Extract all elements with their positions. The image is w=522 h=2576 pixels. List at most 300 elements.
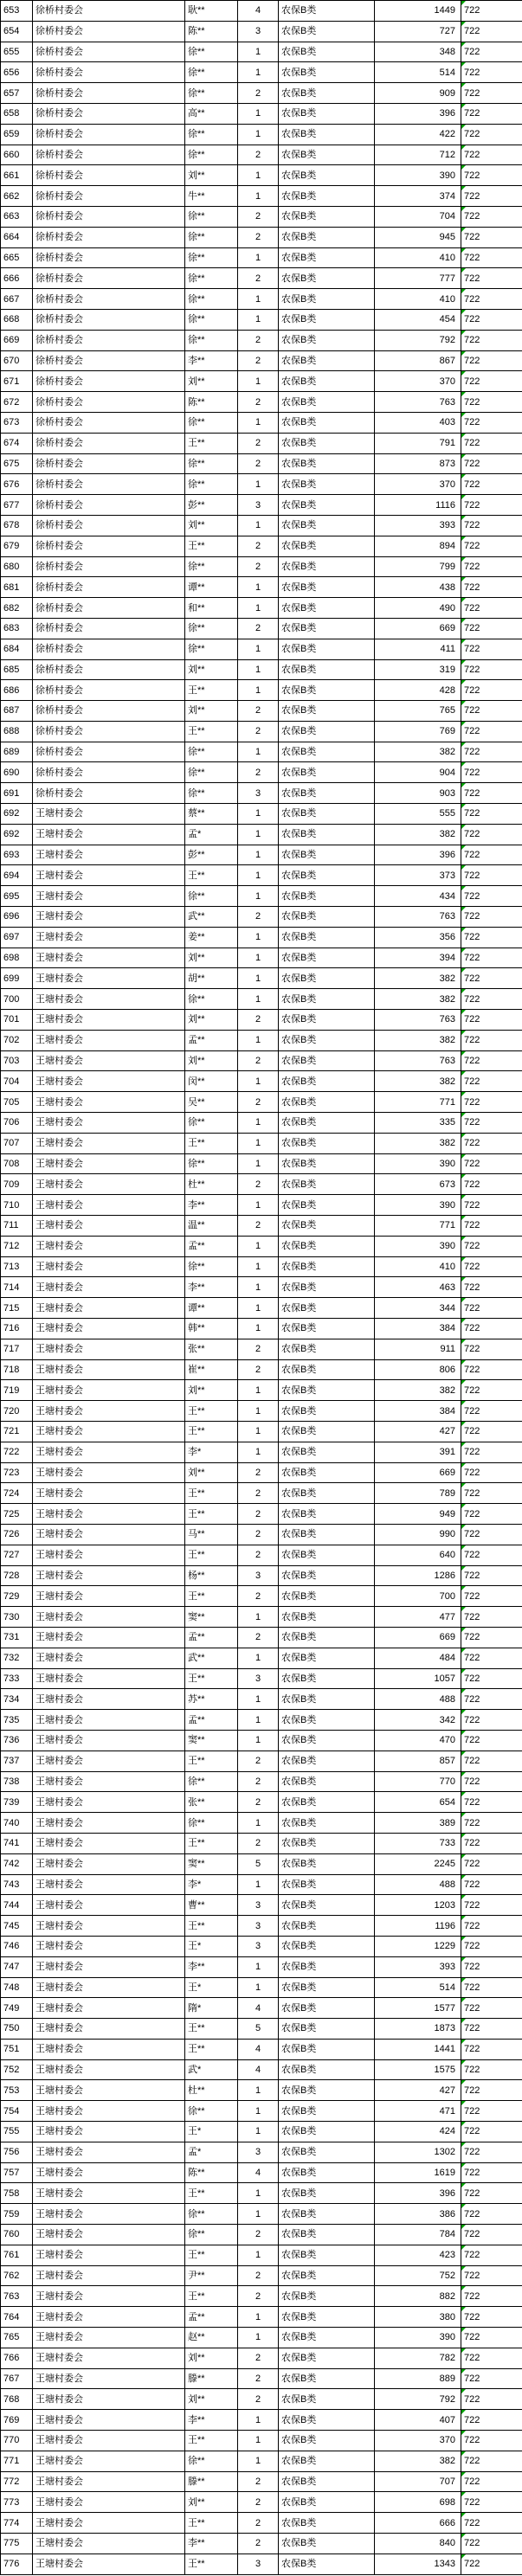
village-cell[interactable]: 王塘村委会 <box>33 1277 185 1298</box>
month-cell[interactable]: 722 <box>461 2245 522 2265</box>
count-cell[interactable]: 1 <box>238 371 279 392</box>
name-cell[interactable]: 王** <box>185 2286 238 2307</box>
row-number[interactable]: 664 <box>1 227 33 247</box>
amount-cell[interactable]: 763 <box>375 392 461 413</box>
village-cell[interactable]: 王塘村委会 <box>33 1401 185 1422</box>
count-cell[interactable]: 3 <box>238 783 279 804</box>
count-cell[interactable]: 1 <box>238 186 279 207</box>
village-cell[interactable]: 王塘村委会 <box>33 968 185 989</box>
type-cell[interactable]: 农保B类 <box>279 1524 375 1545</box>
count-cell[interactable]: 2 <box>238 556 279 577</box>
count-cell[interactable]: 1 <box>238 1977 279 1998</box>
row-number[interactable]: 758 <box>1 2183 33 2204</box>
count-cell[interactable]: 1 <box>238 1319 279 1339</box>
row-number[interactable]: 738 <box>1 1771 33 1792</box>
type-cell[interactable]: 农保B类 <box>279 2554 375 2574</box>
count-cell[interactable]: 4 <box>238 2059 279 2080</box>
amount-cell[interactable]: 427 <box>375 1421 461 1442</box>
row-number[interactable]: 754 <box>1 2101 33 2122</box>
type-cell[interactable]: 农保B类 <box>279 1792 375 1813</box>
amount-cell[interactable]: 840 <box>375 2534 461 2554</box>
type-cell[interactable]: 农保B类 <box>279 1380 375 1401</box>
village-cell[interactable]: 徐桥村委会 <box>33 577 185 598</box>
count-cell[interactable]: 2 <box>238 2513 279 2534</box>
type-cell[interactable]: 农保B类 <box>279 1359 375 1380</box>
village-cell[interactable]: 徐桥村委会 <box>33 680 185 701</box>
type-cell[interactable]: 农保B类 <box>279 2245 375 2265</box>
count-cell[interactable]: 1 <box>238 2451 279 2471</box>
type-cell[interactable]: 农保B类 <box>279 1627 375 1648</box>
row-number[interactable]: 736 <box>1 1730 33 1751</box>
name-cell[interactable]: 李* <box>185 1874 238 1895</box>
count-cell[interactable]: 2 <box>238 206 279 227</box>
name-cell[interactable]: 李** <box>185 1277 238 1298</box>
amount-cell[interactable]: 470 <box>375 1730 461 1751</box>
row-number[interactable]: 684 <box>1 639 33 659</box>
name-cell[interactable]: 王* <box>185 1977 238 1998</box>
village-cell[interactable]: 王塘村委会 <box>33 1586 185 1607</box>
name-cell[interactable]: 王** <box>185 2019 238 2040</box>
month-cell[interactable]: 722 <box>461 1113 522 1134</box>
count-cell[interactable]: 5 <box>238 2019 279 2040</box>
count-cell[interactable]: 1 <box>238 1380 279 1401</box>
village-cell[interactable]: 王塘村委会 <box>33 1648 185 1668</box>
amount-cell[interactable]: 390 <box>375 1153 461 1174</box>
village-cell[interactable]: 徐桥村委会 <box>33 453 185 474</box>
count-cell[interactable]: 3 <box>238 1916 279 1937</box>
amount-cell[interactable]: 488 <box>375 1874 461 1895</box>
row-number[interactable]: 749 <box>1 1998 33 2019</box>
amount-cell[interactable]: 356 <box>375 927 461 948</box>
name-cell[interactable]: 徐** <box>185 474 238 495</box>
type-cell[interactable]: 农保B类 <box>279 227 375 247</box>
count-cell[interactable]: 1 <box>238 474 279 495</box>
type-cell[interactable]: 农保B类 <box>279 2471 375 2492</box>
month-cell[interactable]: 722 <box>461 907 522 928</box>
count-cell[interactable]: 1 <box>238 824 279 845</box>
name-cell[interactable]: 曹** <box>185 1895 238 1916</box>
month-cell[interactable]: 722 <box>461 680 522 701</box>
village-cell[interactable]: 王塘村委会 <box>33 2183 185 2204</box>
village-cell[interactable]: 王塘村委会 <box>33 2142 185 2162</box>
amount-cell[interactable]: 463 <box>375 1277 461 1298</box>
name-cell[interactable]: 刘** <box>185 701 238 722</box>
row-number[interactable]: 705 <box>1 1092 33 1113</box>
count-cell[interactable]: 1 <box>238 1607 279 1628</box>
type-cell[interactable]: 农保B类 <box>279 659 375 680</box>
type-cell[interactable]: 农保B类 <box>279 474 375 495</box>
village-cell[interactable]: 王塘村委会 <box>33 2080 185 2101</box>
name-cell[interactable]: 窦** <box>185 1730 238 1751</box>
row-number[interactable]: 676 <box>1 474 33 495</box>
type-cell[interactable]: 农保B类 <box>279 1813 375 1834</box>
name-cell[interactable]: 徐** <box>185 556 238 577</box>
name-cell[interactable]: 徐** <box>185 206 238 227</box>
village-cell[interactable]: 王塘村委会 <box>33 927 185 948</box>
row-number[interactable]: 672 <box>1 392 33 413</box>
month-cell[interactable]: 722 <box>461 124 522 145</box>
row-number[interactable]: 692 <box>1 804 33 825</box>
count-cell[interactable]: 1 <box>238 515 279 536</box>
month-cell[interactable]: 722 <box>461 392 522 413</box>
village-cell[interactable]: 王塘村委会 <box>33 865 185 886</box>
name-cell[interactable]: 隋* <box>185 1998 238 2019</box>
month-cell[interactable]: 722 <box>461 2328 522 2348</box>
count-cell[interactable]: 1 <box>238 2204 279 2225</box>
row-number[interactable]: 766 <box>1 2348 33 2368</box>
amount-cell[interactable]: 335 <box>375 1113 461 1134</box>
count-cell[interactable]: 2 <box>238 2265 279 2286</box>
count-cell[interactable]: 1 <box>238 1874 279 1895</box>
row-number[interactable]: 679 <box>1 536 33 556</box>
count-cell[interactable]: 1 <box>238 2245 279 2265</box>
type-cell[interactable]: 农保B类 <box>279 804 375 825</box>
amount-cell[interactable]: 669 <box>375 618 461 639</box>
name-cell[interactable]: 徐** <box>185 247 238 268</box>
name-cell[interactable]: 徐** <box>185 742 238 762</box>
name-cell[interactable]: 王** <box>185 1586 238 1607</box>
row-number[interactable]: 750 <box>1 2019 33 2040</box>
count-cell[interactable]: 1 <box>238 968 279 989</box>
village-cell[interactable]: 王塘村委会 <box>33 1710 185 1731</box>
row-number[interactable]: 770 <box>1 2431 33 2451</box>
village-cell[interactable]: 王塘村委会 <box>33 2451 185 2471</box>
name-cell[interactable]: 高** <box>185 103 238 124</box>
amount-cell[interactable]: 382 <box>375 989 461 1010</box>
village-cell[interactable]: 王塘村委会 <box>33 1071 185 1092</box>
name-cell[interactable]: 武** <box>185 1648 238 1668</box>
row-number[interactable]: 697 <box>1 927 33 948</box>
count-cell[interactable]: 1 <box>238 680 279 701</box>
row-number[interactable]: 721 <box>1 1421 33 1442</box>
month-cell[interactable]: 722 <box>461 865 522 886</box>
row-number[interactable]: 772 <box>1 2471 33 2492</box>
count-cell[interactable]: 2 <box>238 433 279 453</box>
month-cell[interactable]: 722 <box>461 2225 522 2245</box>
amount-cell[interactable]: 752 <box>375 2265 461 2286</box>
count-cell[interactable]: 2 <box>238 1010 279 1031</box>
month-cell[interactable]: 722 <box>461 330 522 350</box>
amount-cell[interactable]: 1116 <box>375 495 461 516</box>
count-cell[interactable]: 1 <box>238 1195 279 1216</box>
type-cell[interactable]: 农保B类 <box>279 1030 375 1050</box>
month-cell[interactable]: 722 <box>461 1586 522 1607</box>
amount-cell[interactable]: 763 <box>375 907 461 928</box>
count-cell[interactable]: 3 <box>238 21 279 42</box>
village-cell[interactable]: 王塘村委会 <box>33 1174 185 1195</box>
name-cell[interactable]: 王** <box>185 680 238 701</box>
row-number[interactable]: 695 <box>1 886 33 907</box>
count-cell[interactable]: 1 <box>238 2183 279 2204</box>
village-cell[interactable]: 王塘村委会 <box>33 1545 185 1565</box>
name-cell[interactable]: 徐** <box>185 268 238 289</box>
row-number[interactable]: 662 <box>1 186 33 207</box>
village-cell[interactable]: 王塘村委会 <box>33 907 185 928</box>
name-cell[interactable]: 王** <box>185 2431 238 2451</box>
row-number[interactable]: 728 <box>1 1565 33 1586</box>
village-cell[interactable]: 王塘村委会 <box>33 1462 185 1483</box>
count-cell[interactable]: 1 <box>238 1113 279 1134</box>
month-cell[interactable]: 722 <box>461 2513 522 2534</box>
row-number[interactable]: 737 <box>1 1751 33 1771</box>
name-cell[interactable]: 刘** <box>185 371 238 392</box>
village-cell[interactable]: 徐桥村委会 <box>33 474 185 495</box>
village-cell[interactable]: 徐桥村委会 <box>33 62 185 83</box>
row-number[interactable]: 704 <box>1 1071 33 1092</box>
row-number[interactable]: 753 <box>1 2080 33 2101</box>
month-cell[interactable]: 722 <box>461 2122 522 2142</box>
month-cell[interactable]: 722 <box>461 145 522 165</box>
name-cell[interactable]: 彭** <box>185 845 238 865</box>
count-cell[interactable]: 1 <box>238 103 279 124</box>
village-cell[interactable]: 王塘村委会 <box>33 1524 185 1545</box>
month-cell[interactable]: 722 <box>461 886 522 907</box>
month-cell[interactable]: 722 <box>461 1689 522 1710</box>
name-cell[interactable]: 韩** <box>185 1319 238 1339</box>
count-cell[interactable]: 2 <box>238 1524 279 1545</box>
month-cell[interactable]: 722 <box>461 1401 522 1422</box>
month-cell[interactable]: 722 <box>461 804 522 825</box>
amount-cell[interactable]: 380 <box>375 2307 461 2328</box>
amount-cell[interactable]: 477 <box>375 1607 461 1628</box>
row-number[interactable]: 683 <box>1 618 33 639</box>
village-cell[interactable]: 王塘村委会 <box>33 2431 185 2451</box>
name-cell[interactable]: 徐** <box>185 412 238 433</box>
row-number[interactable]: 733 <box>1 1668 33 1689</box>
name-cell[interactable]: 徐** <box>185 639 238 659</box>
amount-cell[interactable]: 1619 <box>375 2162 461 2183</box>
name-cell[interactable]: 徐** <box>185 886 238 907</box>
village-cell[interactable]: 徐桥村委会 <box>33 659 185 680</box>
village-cell[interactable]: 王塘村委会 <box>33 1895 185 1916</box>
month-cell[interactable]: 722 <box>461 2554 522 2574</box>
village-cell[interactable]: 徐桥村委会 <box>33 145 185 165</box>
month-cell[interactable]: 722 <box>461 433 522 453</box>
row-number[interactable]: 691 <box>1 783 33 804</box>
row-number[interactable]: 694 <box>1 865 33 886</box>
count-cell[interactable]: 2 <box>238 227 279 247</box>
name-cell[interactable]: 王** <box>185 1401 238 1422</box>
village-cell[interactable]: 王塘村委会 <box>33 2471 185 2492</box>
amount-cell[interactable]: 382 <box>375 824 461 845</box>
count-cell[interactable]: 2 <box>238 83 279 104</box>
month-cell[interactable]: 722 <box>461 165 522 186</box>
amount-cell[interactable]: 771 <box>375 1092 461 1113</box>
name-cell[interactable]: 徐** <box>185 2225 238 2245</box>
count-cell[interactable]: 2 <box>238 1545 279 1565</box>
village-cell[interactable]: 徐桥村委会 <box>33 124 185 145</box>
month-cell[interactable]: 722 <box>461 1524 522 1545</box>
row-number[interactable]: 682 <box>1 598 33 619</box>
count-cell[interactable]: 1 <box>238 2410 279 2431</box>
village-cell[interactable]: 徐桥村委会 <box>33 247 185 268</box>
row-number[interactable]: 768 <box>1 2389 33 2410</box>
village-cell[interactable]: 王塘村委会 <box>33 1751 185 1771</box>
month-cell[interactable]: 722 <box>461 1895 522 1916</box>
month-cell[interactable]: 722 <box>461 1668 522 1689</box>
type-cell[interactable]: 农保B类 <box>279 1483 375 1504</box>
amount-cell[interactable]: 484 <box>375 1648 461 1668</box>
name-cell[interactable]: 窦** <box>185 1607 238 1628</box>
month-cell[interactable]: 722 <box>461 1565 522 1586</box>
amount-cell[interactable]: 765 <box>375 701 461 722</box>
type-cell[interactable]: 农保B类 <box>279 330 375 350</box>
type-cell[interactable]: 农保B类 <box>279 680 375 701</box>
month-cell[interactable]: 722 <box>461 1627 522 1648</box>
amount-cell[interactable]: 673 <box>375 1174 461 1195</box>
month-cell[interactable]: 722 <box>461 639 522 659</box>
row-number[interactable]: 713 <box>1 1256 33 1277</box>
type-cell[interactable]: 农保B类 <box>279 1092 375 1113</box>
month-cell[interactable]: 722 <box>461 2142 522 2162</box>
name-cell[interactable]: 刘** <box>185 515 238 536</box>
amount-cell[interactable]: 769 <box>375 721 461 742</box>
name-cell[interactable]: 陈** <box>185 2162 238 2183</box>
type-cell[interactable]: 农保B类 <box>279 21 375 42</box>
type-cell[interactable]: 农保B类 <box>279 2534 375 2554</box>
month-cell[interactable]: 722 <box>461 1298 522 1319</box>
name-cell[interactable]: 王** <box>185 2554 238 2574</box>
village-cell[interactable]: 王塘村委会 <box>33 1256 185 1277</box>
type-cell[interactable]: 农保B类 <box>279 865 375 886</box>
type-cell[interactable]: 农保B类 <box>279 762 375 783</box>
month-cell[interactable]: 722 <box>461 1236 522 1256</box>
count-cell[interactable]: 4 <box>238 2039 279 2059</box>
amount-cell[interactable]: 319 <box>375 659 461 680</box>
type-cell[interactable]: 农保B类 <box>279 886 375 907</box>
row-number[interactable]: 707 <box>1 1133 33 1153</box>
name-cell[interactable]: 刘** <box>185 2389 238 2410</box>
month-cell[interactable]: 722 <box>461 1050 522 1071</box>
month-cell[interactable]: 722 <box>461 1977 522 1998</box>
month-cell[interactable]: 722 <box>461 2368 522 2389</box>
type-cell[interactable]: 农保B类 <box>279 309 375 330</box>
count-cell[interactable]: 2 <box>238 1586 279 1607</box>
village-cell[interactable]: 王塘村委会 <box>33 2348 185 2368</box>
month-cell[interactable]: 722 <box>461 2039 522 2059</box>
type-cell[interactable]: 农保B类 <box>279 1236 375 1256</box>
row-number[interactable]: 724 <box>1 1483 33 1504</box>
row-number[interactable]: 715 <box>1 1298 33 1319</box>
village-cell[interactable]: 徐桥村委会 <box>33 21 185 42</box>
type-cell[interactable]: 农保B类 <box>279 1298 375 1319</box>
count-cell[interactable]: 2 <box>238 1462 279 1483</box>
row-number[interactable]: 769 <box>1 2410 33 2431</box>
amount-cell[interactable]: 763 <box>375 1050 461 1071</box>
amount-cell[interactable]: 654 <box>375 1792 461 1813</box>
count-cell[interactable]: 3 <box>238 1668 279 1689</box>
row-number[interactable]: 657 <box>1 83 33 104</box>
month-cell[interactable]: 722 <box>461 412 522 433</box>
amount-cell[interactable]: 438 <box>375 577 461 598</box>
type-cell[interactable]: 农保B类 <box>279 1956 375 1977</box>
amount-cell[interactable]: 393 <box>375 1956 461 1977</box>
count-cell[interactable]: 4 <box>238 1998 279 2019</box>
name-cell[interactable]: 姜** <box>185 927 238 948</box>
village-cell[interactable]: 徐桥村委会 <box>33 289 185 310</box>
village-cell[interactable]: 王塘村委会 <box>33 2534 185 2554</box>
name-cell[interactable]: 王** <box>185 2183 238 2204</box>
count-cell[interactable]: 5 <box>238 1853 279 1874</box>
month-cell[interactable]: 722 <box>461 659 522 680</box>
amount-cell[interactable]: 390 <box>375 165 461 186</box>
type-cell[interactable]: 农保B类 <box>279 1113 375 1134</box>
count-cell[interactable]: 2 <box>238 1833 279 1853</box>
name-cell[interactable]: 徐** <box>185 1153 238 1174</box>
village-cell[interactable]: 徐桥村委会 <box>33 515 185 536</box>
count-cell[interactable]: 1 <box>238 1236 279 1256</box>
count-cell[interactable]: 2 <box>238 762 279 783</box>
amount-cell[interactable]: 909 <box>375 83 461 104</box>
month-cell[interactable]: 722 <box>461 2059 522 2080</box>
name-cell[interactable]: 徐** <box>185 1813 238 1834</box>
count-cell[interactable]: 1 <box>238 1689 279 1710</box>
amount-cell[interactable]: 789 <box>375 1483 461 1504</box>
amount-cell[interactable]: 434 <box>375 886 461 907</box>
month-cell[interactable]: 722 <box>461 21 522 42</box>
name-cell[interactable]: 徐** <box>185 62 238 83</box>
type-cell[interactable]: 农保B类 <box>279 1050 375 1071</box>
village-cell[interactable]: 王塘村委会 <box>33 1380 185 1401</box>
month-cell[interactable]: 722 <box>461 2286 522 2307</box>
row-number[interactable]: 767 <box>1 2368 33 2389</box>
count-cell[interactable]: 3 <box>238 1895 279 1916</box>
count-cell[interactable]: 1 <box>238 1256 279 1277</box>
name-cell[interactable]: 徐** <box>185 124 238 145</box>
amount-cell[interactable]: 704 <box>375 206 461 227</box>
type-cell[interactable]: 农保B类 <box>279 1174 375 1195</box>
village-cell[interactable]: 徐桥村委会 <box>33 639 185 659</box>
count-cell[interactable]: 1 <box>238 1277 279 1298</box>
village-cell[interactable]: 王塘村委会 <box>33 948 185 968</box>
name-cell[interactable]: 徐** <box>185 330 238 350</box>
count-cell[interactable]: 2 <box>238 907 279 928</box>
type-cell[interactable]: 农保B类 <box>279 289 375 310</box>
type-cell[interactable]: 农保B类 <box>279 350 375 371</box>
count-cell[interactable]: 2 <box>238 1339 279 1359</box>
village-cell[interactable]: 王塘村委会 <box>33 989 185 1010</box>
month-cell[interactable]: 722 <box>461 721 522 742</box>
village-cell[interactable]: 王塘村委会 <box>33 2492 185 2513</box>
month-cell[interactable]: 722 <box>461 1853 522 1874</box>
row-number[interactable]: 761 <box>1 2245 33 2265</box>
amount-cell[interactable]: 348 <box>375 42 461 62</box>
type-cell[interactable]: 农保B类 <box>279 1504 375 1525</box>
month-cell[interactable]: 722 <box>461 1133 522 1153</box>
month-cell[interactable]: 722 <box>461 1710 522 1731</box>
month-cell[interactable]: 722 <box>461 2307 522 2328</box>
name-cell[interactable]: 王* <box>185 2122 238 2142</box>
village-cell[interactable]: 王塘村委会 <box>33 1977 185 1998</box>
count-cell[interactable]: 2 <box>238 618 279 639</box>
name-cell[interactable]: 徐** <box>185 83 238 104</box>
village-cell[interactable]: 王塘村委会 <box>33 2019 185 2040</box>
month-cell[interactable]: 722 <box>461 762 522 783</box>
type-cell[interactable]: 农保B类 <box>279 1153 375 1174</box>
month-cell[interactable]: 722 <box>461 1071 522 1092</box>
amount-cell[interactable]: 382 <box>375 1071 461 1092</box>
row-number[interactable]: 739 <box>1 1792 33 1813</box>
row-number[interactable]: 698 <box>1 948 33 968</box>
name-cell[interactable]: 王** <box>185 1133 238 1153</box>
village-cell[interactable]: 徐桥村委会 <box>33 371 185 392</box>
amount-cell[interactable]: 1286 <box>375 1565 461 1586</box>
name-cell[interactable]: 谭** <box>185 577 238 598</box>
row-number[interactable]: 702 <box>1 1030 33 1050</box>
count-cell[interactable]: 1 <box>238 886 279 907</box>
row-number[interactable]: 751 <box>1 2039 33 2059</box>
count-cell[interactable]: 1 <box>238 289 279 310</box>
